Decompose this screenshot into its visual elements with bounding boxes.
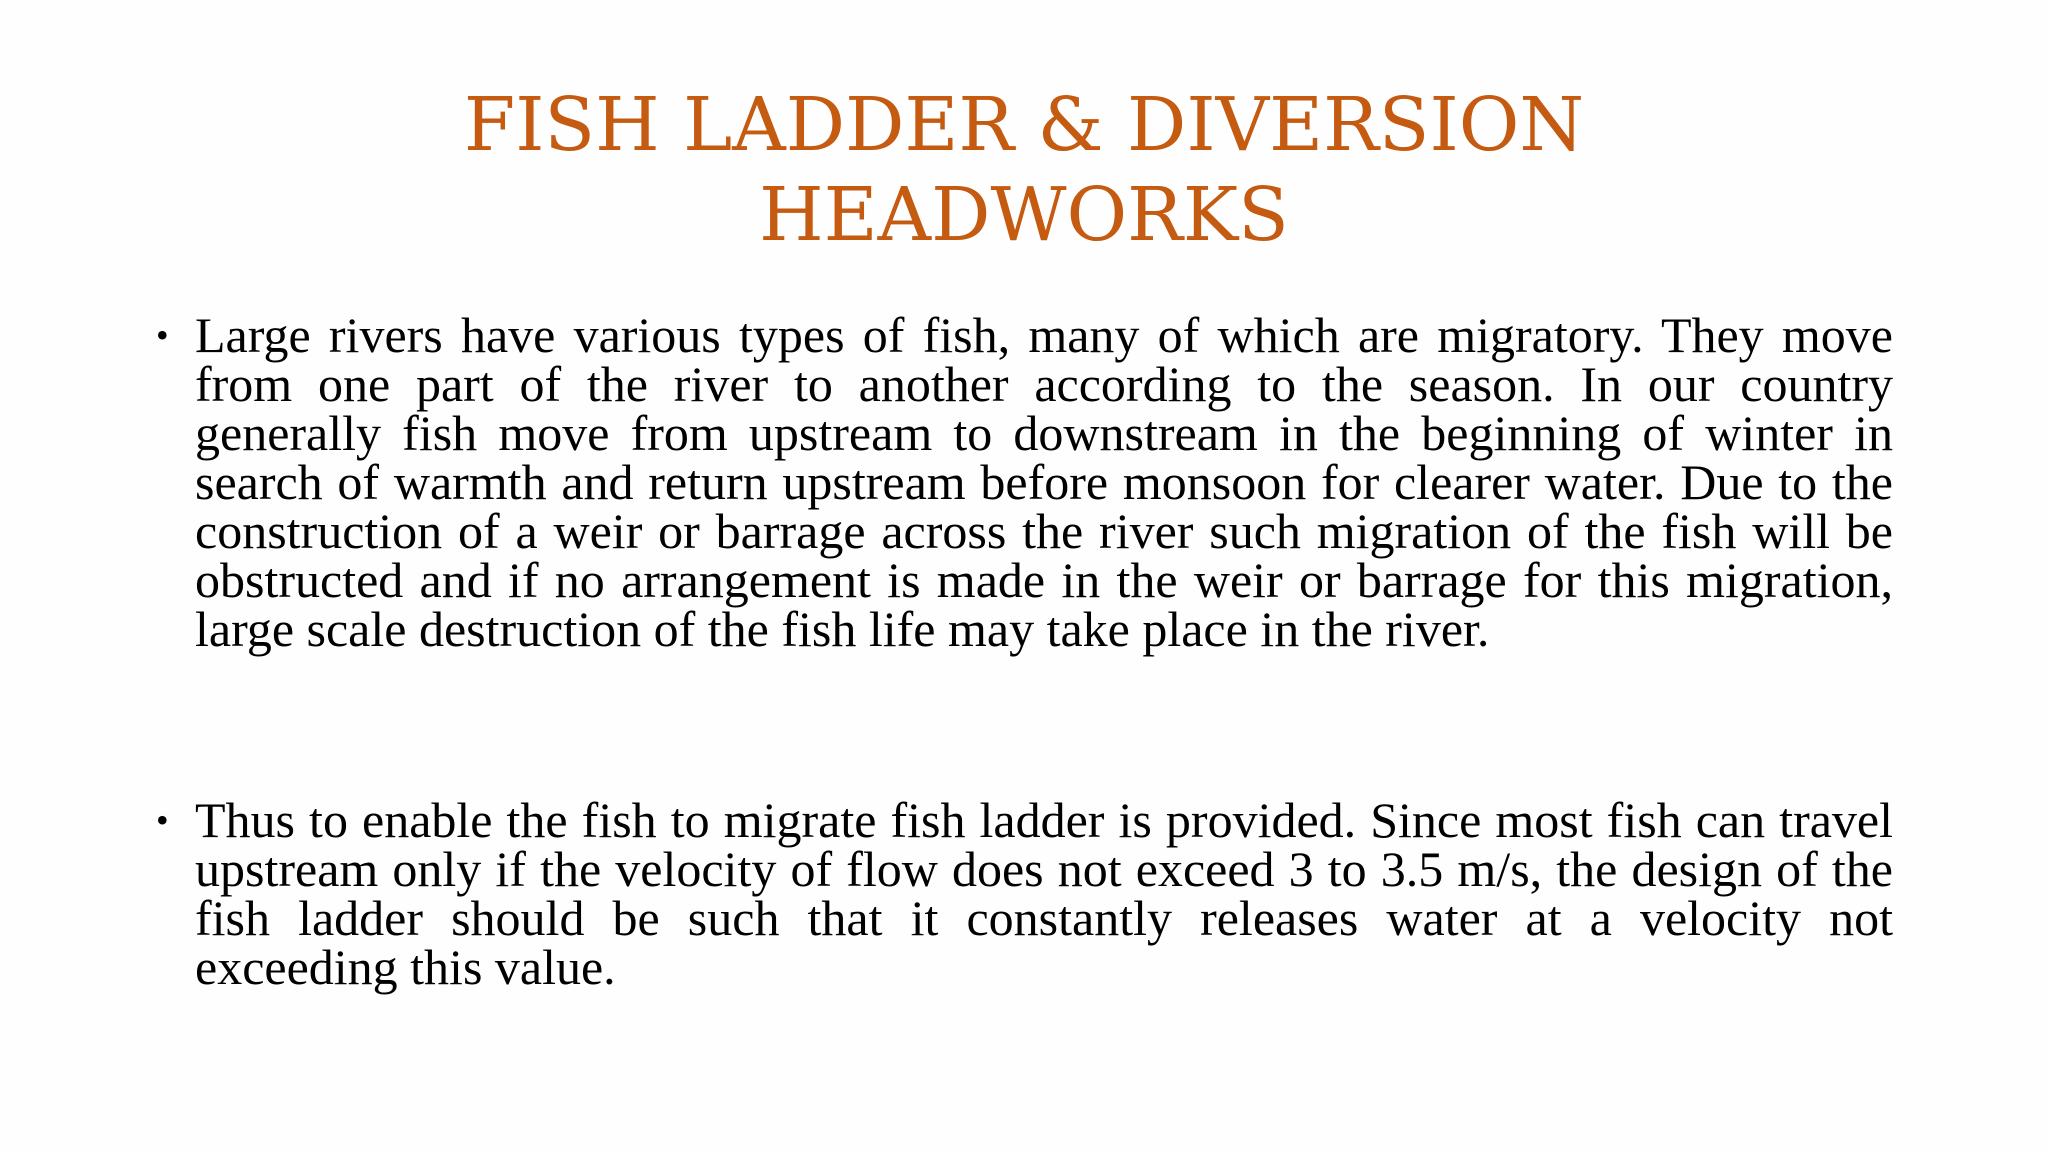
bullet-item-2 xyxy=(150,792,1893,995)
slide-title xyxy=(0,80,2048,260)
bullet-item-1 xyxy=(150,307,1893,657)
slide-title-line-2: HEADWORKS xyxy=(759,172,1289,258)
bullet-dot-icon: • xyxy=(156,800,169,840)
slide-title-line-1: FISH LADDER & DIVERSION xyxy=(463,82,1585,168)
bullet-list-1 xyxy=(150,307,1893,657)
bullet-dot-icon: • xyxy=(156,315,169,355)
bullet-text-1: Large rivers have various types of fish, many of which are migratory. They move from one part of the river to another according to the season. In our country generally fish move from upstream to downstream in the beginning of winter in search of warmth and return upstream before monsoon for clearer water. Due to the construction of a weir or barrage across the river such migration of the fish will be obstructed and if no arrangement is made in the weir or barrage for this migration, large scale destruction of the fish life may take place in the river. xyxy=(195,307,1893,657)
bullet-text-2: Thus to enable the fish to migrate fish ladder is provided. Since most fish can travel upstream only if the velocity of flow does not exceed 3 to 3.5 m/s, the design of the fish ladder should be such that it constantly releases water at a velocity not exceeding this value. xyxy=(195,792,1893,995)
bullet-list-2 xyxy=(150,792,1893,995)
